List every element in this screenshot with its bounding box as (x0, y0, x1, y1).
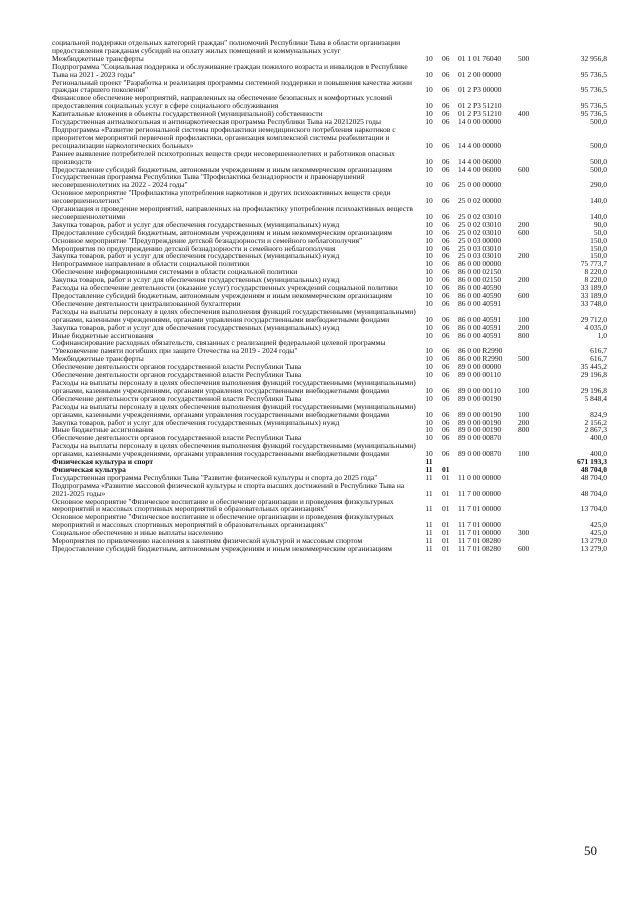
target-article-code-cell: 11 7 01 08280 (458, 544, 501, 553)
target-article-code-cell: 89 0 00 00190 (458, 417, 502, 427)
expense-type-code-cell (518, 63, 549, 79)
expense-type-code-cell: 200 (518, 322, 530, 332)
amount-cell: 500,0 (590, 140, 607, 150)
amount-cell: 140,0 (590, 196, 607, 206)
section-code-cell: 10 (425, 362, 433, 372)
expense-name-cell: Капитальные вложения в объекты государственной (муниципальной) собственности (52, 109, 323, 119)
target-article-code-cell: 01 2 P3 51210 (458, 109, 502, 119)
amount-cell: 500,0 (590, 164, 607, 174)
expense-name-cell: Подпрограмма "Социальная поддержка и обслуживание граждан пожилого возраста и инвалидов в Республике Тыва на 2021 - 2023 годы" (52, 61, 408, 79)
section-code-cell: 11 (425, 457, 433, 467)
target-article-code-cell: 11 7 01 08280 (458, 536, 501, 546)
expense-name-cell: Межбюджетные трансферты (52, 53, 144, 63)
target-article-code-cell (458, 39, 518, 55)
target-article-code-cell (458, 458, 518, 466)
table-row (52, 442, 607, 458)
table-row (52, 150, 607, 166)
amount-cell: 8 220,0 (584, 267, 607, 277)
amount-cell: 500,0 (590, 156, 607, 166)
expense-type-code-cell: 200 (518, 417, 530, 427)
expense-name-cell: Государственная программа Республики Тыва "Развитие физической культуры и спорта до 2025 года" (52, 472, 378, 482)
amount-cell: 29 712,0 (580, 314, 607, 324)
target-article-code-cell: 86 0 00 02150 (458, 267, 502, 277)
subsection-code-cell: 06 (442, 409, 450, 419)
section-code-cell: 10 (425, 346, 433, 356)
amount-cell: 671 193,3 (577, 457, 607, 467)
table-row (52, 339, 607, 355)
expense-name-cell: Подпрограмма «Развитие массовой физической культуры и спорта высших достижений в Республике Тыва на 2021-2025 годы» (52, 480, 405, 498)
expense-name-cell: Физическая культура (52, 464, 126, 474)
target-article-code-cell: 01 2 P3 51210 (458, 101, 502, 111)
amount-cell: 33 189,0 (580, 291, 607, 300)
table-row (52, 498, 607, 514)
expense-name-cell: Государственная антиалкогольная и антинаркотическая программа Республики Тыва на 20212025 годы (52, 117, 381, 127)
target-article-code-cell: 86 0 00 R2990 (458, 354, 503, 364)
subsection-code-cell: 06 (442, 267, 450, 277)
amount-cell: 95 736,5 (580, 69, 607, 79)
budget-table (52, 39, 607, 553)
section-code-cell: 10 (425, 275, 433, 285)
subsection-code-cell: 06 (442, 117, 450, 127)
expense-type-code-cell (518, 150, 549, 166)
subsection-code-cell: 06 (442, 85, 450, 95)
expense-type-code-cell: 100 (518, 385, 530, 395)
section-code-cell: 10 (425, 354, 433, 364)
amount-cell: 48 704,0 (580, 464, 607, 474)
table-row (52, 379, 607, 395)
subsection-code-cell: 06 (442, 219, 450, 229)
amount-cell: 29 196,8 (580, 385, 607, 395)
amount-cell: 1,0 (597, 330, 607, 340)
amount-cell: 616,7 (590, 346, 607, 356)
target-article-code-cell: 89 0 00 00110 (458, 385, 501, 395)
subsection-code-cell: 06 (442, 370, 450, 380)
expense-type-code-cell (518, 189, 549, 205)
section-code-cell: 10 (425, 101, 433, 111)
amount-cell: 95 736,5 (580, 85, 607, 95)
expense-type-code-cell (518, 79, 549, 95)
expense-name-cell: Закупка товаров, работ и услуг для обеспечения государственных (муниципальных) нужд (52, 219, 340, 229)
expense-type-code-cell (518, 300, 549, 308)
subsection-code-cell: 06 (442, 259, 450, 269)
expense-name-cell: Основное мероприятие "Физическое воспитание и обеспечение организации и проведения физкультурных мероприятий и массовых спортивных мероприятий в образовательных организациях" (52, 512, 394, 530)
subsection-code-cell: 01 (442, 504, 450, 514)
subsection-code-cell: 01 (442, 488, 450, 498)
section-code-cell: 11 (425, 472, 433, 482)
expense-name-cell: Обеспечение деятельности органов государственной власти Республики Тыва (52, 433, 302, 443)
expense-type-code-cell (518, 39, 549, 55)
subsection-code-cell: 06 (442, 196, 450, 206)
amount-cell: 425,0 (590, 528, 607, 538)
section-code-cell: 10 (425, 314, 433, 324)
subsection-code-cell (442, 39, 458, 55)
section-code-cell: 10 (425, 425, 433, 435)
expense-type-code-cell (518, 482, 549, 498)
expense-name-cell: Обеспечение деятельности органов государственной власти Республики Тыва (52, 370, 302, 380)
amount-cell: 400,0 (590, 449, 607, 459)
section-code-cell: 10 (425, 393, 433, 403)
subsection-code-cell: 06 (442, 164, 450, 174)
expense-type-code-cell (518, 173, 549, 189)
target-article-code-cell: 01 2 P3 00000 (458, 85, 502, 95)
target-article-code-cell: 86 0 00 40590 (458, 291, 502, 300)
section-code-cell: 10 (425, 267, 433, 277)
expense-name-cell: Предоставление субсидий бюджетным, автономным учреждениям и иным некоммерческим организациям (52, 544, 392, 553)
section-code-cell: 11 (425, 504, 433, 514)
expense-name-cell: Софинансирование расходных обязательств, связанных с реализацией федеральной целевой программы "Увековечение памяти погибших при защите Отечества на 2019 - 2024 годы" (52, 338, 386, 356)
budget-table-body (52, 39, 607, 553)
amount-cell (549, 39, 607, 55)
section-code-cell: 10 (425, 385, 433, 395)
table-row (52, 403, 607, 419)
expense-name-cell: Государственная программа Республики Тыва "Профилактика безнадзорности и правонарушений несовершеннолетних на 2022 - 2024 годы" (52, 172, 365, 190)
section-code-cell: 10 (425, 211, 433, 221)
amount-cell: 48 704,0 (580, 472, 607, 482)
amount-cell: 35 445,2 (580, 362, 607, 372)
subsection-code-cell: 06 (442, 243, 450, 253)
subsection-code-cell: 06 (442, 180, 450, 190)
section-code-cell: 10 (425, 370, 433, 380)
target-article-code-cell: 89 0 00 00190 (458, 425, 502, 435)
subsection-code-cell: 06 (442, 235, 450, 245)
expense-type-code-cell (518, 371, 549, 379)
expense-type-code-cell: 300 (518, 528, 530, 538)
section-code-cell: 10 (425, 417, 433, 427)
target-article-code-cell: 11 0 00 00000 (458, 472, 501, 482)
amount-cell: 150,0 (590, 235, 607, 245)
table-row (52, 173, 607, 189)
expense-name-cell: Закупка товаров, работ и услуг для обеспечения государственных (муниципальных) нужд (52, 251, 340, 261)
target-article-code-cell: 11 7 01 00000 (458, 528, 501, 538)
target-article-code-cell: 89 0 00 00870 (458, 433, 502, 443)
expense-type-code-cell (518, 339, 549, 355)
table-row (52, 458, 607, 466)
expense-type-code-cell (518, 395, 549, 403)
amount-cell: 95 736,5 (580, 101, 607, 111)
expense-name-cell: Социальное обеспечение и иные выплаты населению (52, 528, 223, 538)
expense-type-code-cell: 600 (518, 291, 530, 300)
amount-cell: 425,0 (590, 520, 607, 530)
subsection-code-cell: 06 (442, 314, 450, 324)
section-code-cell: 10 (425, 180, 433, 190)
amount-cell: 150,0 (590, 251, 607, 261)
target-article-code-cell: 89 0 00 00870 (458, 449, 502, 459)
expense-name-cell: Непрограммное направление в области социальной политики (52, 259, 250, 269)
target-article-code-cell: 89 0 00 00110 (458, 370, 501, 380)
amount-cell: 2 156,2 (584, 417, 607, 427)
expense-name-cell: Расходы на выплаты персоналу в целях обеспечения выполнения функций государственными (муниципальными) органами, казенными учреждениями, органами управления государственными внебюджетными фондами (52, 441, 416, 459)
target-article-code-cell: 25 0 02 00000 (458, 196, 502, 206)
expense-name-cell: Предоставление субсидий бюджетным, автономным учреждениям и иным некоммерческим организациям (52, 291, 392, 300)
amount-cell: 29 196,8 (580, 370, 607, 380)
expense-type-code-cell (518, 498, 549, 514)
section-code-cell: 11 (425, 544, 433, 553)
expense-type-code-cell (518, 513, 549, 529)
table-row (52, 308, 607, 324)
subsection-code-cell: 06 (442, 53, 450, 63)
amount-cell: 140,0 (590, 211, 607, 221)
amount-cell: 95 736,5 (580, 109, 607, 119)
target-article-code-cell: 01 1 01 76040 (458, 53, 502, 63)
section-code-cell: 10 (425, 109, 433, 119)
subsection-code-cell: 01 (442, 472, 450, 482)
table-row (52, 126, 607, 150)
expense-name-cell: Региональный проект "Разработка и реализация программы системной поддержки и повышения качества жизни граждан старшего поколения" (52, 77, 413, 95)
expense-type-code-cell (518, 363, 549, 371)
subsection-code-cell: 06 (442, 251, 450, 261)
expense-type-code-cell: 200 (518, 219, 530, 229)
target-article-code-cell: 11 7 01 00000 (458, 504, 501, 514)
section-code-cell (416, 39, 442, 55)
expense-name-cell: Раннее выявление потребителей психотропных веществ среди несовершеннолетних и работников опасных производств (52, 148, 395, 166)
table-row (52, 545, 607, 553)
subsection-code-cell: 06 (442, 385, 450, 395)
target-article-code-cell: 89 0 00 00190 (458, 393, 502, 403)
amount-cell: 616,7 (590, 354, 607, 364)
target-article-code-cell: 11 7 00 00000 (458, 488, 501, 498)
expense-name-cell: социальной поддержки отдельных категорий граждан" полномочий Республики Тыва в области организации предоставления гражданам субсидий на оплату жилых помещений и коммунальных услуг (52, 38, 401, 55)
section-code-cell: 10 (425, 283, 433, 293)
section-code-cell: 10 (425, 298, 433, 308)
expense-name-cell: Основное мероприятие "Профилактика употребления наркотиков и других психоактивных веществ среди несовершеннолетних" (52, 188, 391, 206)
expense-type-code-cell (518, 237, 549, 245)
expense-name-cell: Финансовое обеспечение мероприятий, направленных на обеспечение безопасных и комфортных условий предоставления социальных услуг в сфере социального обслуживания (52, 93, 393, 111)
subsection-code-cell: 06 (442, 227, 450, 237)
expense-name-cell: Обеспечение деятельности централизованной бухгалтерии (52, 298, 241, 308)
target-article-code-cell: 01 2 00 00000 (458, 69, 502, 79)
subsection-code-cell: 01 (442, 528, 450, 538)
target-article-code-cell: 86 0 00 02150 (458, 275, 502, 285)
amount-cell: 400,0 (590, 433, 607, 443)
expense-type-code-cell: 500 (518, 354, 530, 364)
target-article-code-cell: 86 0 00 00000 (458, 259, 502, 269)
expense-name-cell: Иные бюджетные ассигнования (52, 425, 154, 435)
amount-cell: 33 748,0 (580, 298, 607, 308)
expense-type-code-cell (518, 205, 549, 221)
target-article-code-cell: 14 4 00 06000 (458, 156, 502, 166)
section-code-cell: 10 (425, 53, 433, 63)
subsection-code-cell: 06 (442, 362, 450, 372)
table-row (52, 205, 607, 221)
section-code-cell: 11 (425, 536, 433, 546)
expense-name-cell: Мероприятия по привлечению населения к занятиям физической культурой и массовым спортом (52, 536, 363, 546)
target-article-code-cell: 11 7 01 00000 (458, 520, 501, 530)
amount-cell: 824,9 (590, 409, 607, 419)
section-code-cell: 10 (425, 140, 433, 150)
expense-name-cell: Мероприятия по предупреждению детской безнадзорности и семейного неблагополучия (52, 243, 336, 253)
amount-cell: 8 220,0 (584, 275, 607, 285)
expense-name-cell: Обеспечение информационными системами в области социальной политики (52, 267, 298, 277)
amount-cell: 48 704,0 (580, 488, 607, 498)
expense-type-code-cell (518, 466, 549, 474)
section-code-cell: 10 (425, 322, 433, 332)
subsection-code-cell: 06 (442, 211, 450, 221)
section-code-cell: 11 (425, 528, 433, 538)
subsection-code-cell: 06 (442, 417, 450, 427)
section-code-cell: 11 (425, 464, 433, 474)
expense-type-code-cell: 500 (518, 53, 530, 63)
section-code-cell: 10 (425, 196, 433, 206)
expense-type-code-cell: 800 (518, 425, 530, 435)
section-code-cell: 10 (425, 259, 433, 269)
expense-name-cell: Физическая культура и спорт (52, 457, 154, 467)
table-row (52, 39, 607, 55)
section-code-cell: 11 (425, 488, 433, 498)
subsection-code-cell: 06 (442, 393, 450, 403)
target-article-code-cell: 86 0 00 40591 (458, 298, 502, 308)
expense-name-cell: Основное мероприятие "Физическое воспитание и обеспечение организации и проведения физкультурных мероприятий и массовых спортивных мероприятий в образовательных организациях" (52, 496, 394, 514)
target-article-code-cell: 86 0 00 40591 (458, 330, 502, 340)
target-article-code-cell: 25 0 03 00000 (458, 235, 502, 245)
section-code-cell: 10 (425, 227, 433, 237)
subsection-code-cell: 01 (442, 544, 450, 553)
section-code-cell: 10 (425, 243, 433, 253)
subsection-code-cell: 06 (442, 298, 450, 308)
expense-name-cell: Обеспечение деятельности органов государственной власти Республики Тыва (52, 393, 302, 403)
page-number: 50 (584, 843, 597, 858)
expense-type-code-cell: 400 (518, 109, 530, 119)
section-code-cell: 10 (425, 69, 433, 79)
target-article-code-cell: 25 0 02 03010 (458, 227, 502, 237)
amount-cell: 75 773,7 (580, 259, 607, 269)
expense-name-cell: Закупка товаров, работ и услуг для обеспечения государственных (муниципальных) нужд (52, 275, 340, 285)
expense-type-code-cell (518, 126, 549, 150)
table-row (52, 513, 607, 529)
target-article-code-cell: 86 0 00 40591 (458, 314, 502, 324)
expense-name-cell: Основное мероприятие "Предупреждение детской безнадзорности и семейного неблагополучия" (52, 235, 363, 245)
target-article-code-cell: 14 4 00 06000 (458, 164, 502, 174)
target-article-code-cell: 89 0 00 00190 (458, 409, 502, 419)
section-code-cell: 10 (425, 235, 433, 245)
table-row (52, 94, 607, 110)
amount-cell: 2 867,3 (584, 425, 607, 435)
expense-type-code-cell: 100 (518, 409, 530, 419)
subsection-code-cell: 06 (442, 425, 450, 435)
target-article-code-cell: 25 0 03 03010 (458, 243, 502, 253)
target-article-code-cell: 25 0 02 03010 (458, 219, 502, 229)
target-article-code-cell: 86 0 00 R2990 (458, 346, 503, 356)
amount-cell: 90,0 (593, 219, 607, 229)
subsection-code-cell: 06 (442, 109, 450, 119)
section-code-cell: 10 (425, 219, 433, 229)
subsection-code-cell: 06 (442, 69, 450, 79)
target-article-code-cell: 14 4 00 00000 (458, 140, 502, 150)
expense-name-cell: Расходы на выплаты персоналу в целях обеспечения выполнения функций государственными (муниципальными) органами, казенными учреждениями, органами управления государственными внебюджетными фондами (52, 377, 416, 395)
expense-name-cell: Закупка товаров, работ и услуг для обеспечения государственных (муниципальных) нужд (52, 417, 340, 427)
target-article-code-cell: 89 0 00 00000 (458, 362, 502, 372)
target-article-code-cell: 86 0 00 40590 (458, 283, 502, 293)
section-code-cell: 10 (425, 449, 433, 459)
subsection-code-cell: 06 (442, 354, 450, 364)
table-row (52, 189, 607, 205)
section-code-cell: 10 (425, 156, 433, 166)
expense-name-cell: Закупка товаров, работ и услуг для обеспечения государственных (муниципальных) нужд (52, 322, 340, 332)
expense-type-code-cell: 600 (518, 164, 530, 174)
subsection-code-cell: 06 (442, 330, 450, 340)
expense-type-code-cell: 100 (518, 314, 530, 324)
table-row (52, 79, 607, 95)
expense-type-code-cell (518, 458, 549, 466)
amount-cell: 50,0 (593, 227, 607, 237)
amount-cell: 5 848,4 (584, 393, 607, 403)
expense-type-code-cell: 100 (518, 449, 530, 459)
subsection-code-cell: 06 (442, 283, 450, 293)
subsection-code-cell: 06 (442, 449, 450, 459)
amount-cell: 32 956,8 (580, 53, 607, 63)
table-row (52, 482, 607, 498)
amount-cell: 33 189,0 (580, 283, 607, 293)
amount-cell: 500,0 (590, 117, 607, 127)
subsection-code-cell: 06 (442, 156, 450, 166)
target-article-code-cell: 25 0 02 03010 (458, 211, 502, 221)
section-code-cell: 11 (425, 520, 433, 530)
section-code-cell: 10 (425, 251, 433, 261)
expense-type-code-cell (518, 94, 549, 110)
amount-cell: 4 035,0 (584, 322, 607, 332)
target-article-code-cell: 25 0 03 03010 (458, 251, 502, 261)
target-article-code-cell: 25 0 00 00000 (458, 180, 502, 190)
section-code-cell: 10 (425, 433, 433, 443)
expense-type-code-cell: 800 (518, 330, 530, 340)
expense-type-code-cell (518, 118, 549, 126)
expense-type-code-cell: 600 (518, 544, 530, 553)
expense-name-cell: Подпрограмма «Развитие региональной системы профилактики немедицинского потребления наркотиков с приоритетом мероприятий первичной профилактики, организация комплексной системы реабилитации и ресоциализации наркологических больных» (52, 124, 396, 150)
expense-name-cell: Иные бюджетные ассигнования (52, 330, 154, 340)
amount-cell: 13 704,0 (580, 504, 607, 514)
table-row (52, 63, 607, 79)
expense-type-code-cell (518, 434, 549, 442)
target-article-code-cell: 86 0 00 40591 (458, 322, 502, 332)
amount-cell: 13 279,0 (580, 536, 607, 546)
section-code-cell: 10 (425, 164, 433, 174)
amount-cell: 13 279,0 (580, 544, 607, 553)
expense-type-code-cell (518, 474, 549, 482)
section-code-cell: 10 (425, 117, 433, 127)
expense-type-code-cell: 600 (518, 227, 530, 237)
subsection-code-cell: 01 (442, 520, 450, 530)
subsection-code-cell: 01 (442, 536, 450, 546)
expense-name-cell: Расходы на выплаты персоналу в целях обеспечения выполнения функций государственными (муниципальными) органами, казенными учреждениями, органами управления государственными внебюджетными фондами (52, 401, 416, 419)
subsection-code-cell: 06 (442, 291, 450, 300)
expense-name-cell: Обеспечение деятельности органов государственной власти Республики Тыва (52, 362, 302, 372)
expense-name-cell: Организация и проведение мероприятий, направленных на профилактику употребления психоактивных веществ несовершеннолетними (52, 204, 413, 221)
subsection-code-cell: 06 (442, 322, 450, 332)
subsection-code-cell: 06 (442, 140, 450, 150)
expense-type-code-cell: 200 (518, 275, 530, 285)
section-code-cell: 10 (425, 291, 433, 300)
expense-name-cell: Предоставление субсидий бюджетным, автономным учреждениям и иным некоммерческим организациям (52, 164, 392, 174)
expense-name-cell: Расходы на выплаты персоналу в целях обеспечения выполнения функций государственными (муниципальными) органами, казенными учреждениями, органами управления государственными внебюджетными фондами (52, 306, 416, 324)
expense-name-cell: Расходы на обеспечение деятельности (оказание услуг) государственных учреждений социальной политики (52, 283, 398, 293)
subsection-code-cell: 06 (442, 433, 450, 443)
target-article-code-cell: 14 0 00 00000 (458, 117, 502, 127)
amount-cell: 290,0 (590, 180, 607, 190)
subsection-code-cell: 06 (442, 346, 450, 356)
subsection-code-cell: 01 (442, 464, 450, 474)
subsection-code-cell: 06 (442, 101, 450, 111)
amount-cell: 150,0 (590, 243, 607, 253)
expense-name-cell: Межбюджетные трансферты (52, 354, 144, 364)
section-code-cell: 10 (425, 409, 433, 419)
section-code-cell: 10 (425, 85, 433, 95)
expense-type-code-cell: 200 (518, 251, 530, 261)
section-code-cell: 10 (425, 330, 433, 340)
subsection-code-cell: 06 (442, 275, 450, 285)
expense-type-code-cell (518, 260, 549, 268)
expense-name-cell: Предоставление субсидий бюджетным, автономным учреждениям и иным некоммерческим организациям (52, 227, 392, 237)
